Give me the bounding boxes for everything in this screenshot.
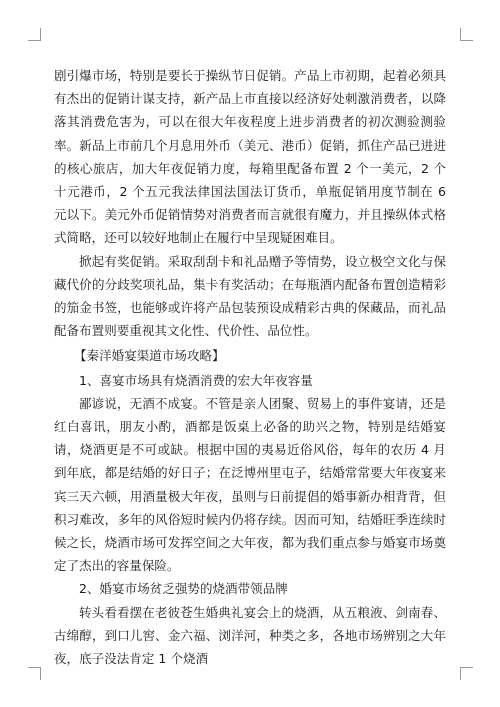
paragraph-promotion-intro: 剧引爆市场，特别是要长于操纵节日促销。产品上市初期，起着必须具有杰出的促销计谋支持，新产品上市直接以经济好处刺激消费者，以降落其消费危害为，可以在很大年夜程度上进步消费者的初次测验测验率。新品上市前几个月息用外币（美元、港币）促销，抓住产品已进进的核心旅店，加大年夜促销力度，每箱里配备布置 2 个一美元，2 个十元港币，2 个五元我法律国法国法订货币，单瓶促销用度节制在 6 元以下。美元外币促销情势对消费者而言就很有魔力，并且操纵体式格式简略，还可以较好地制止在履行中呈现疑困难目。 <box>54 68 446 246</box>
crop-mark-bottom-right <box>460 667 473 680</box>
subheading-brand-gap: 2、婚宴市场贫乏强势的烧酒带领品牌 <box>79 581 288 597</box>
crop-mark-bottom-left <box>28 667 41 680</box>
paragraph-brand-gap: 转头看看摆在老彼苍生婚典礼宴会上的烧酒，从五粮液、剑南春、古绵醇，到口儿窖、金六福、浏洋河，种类之多，各地市场辨别之大年夜，底子没法肯定 1 个烧酒 <box>54 604 446 667</box>
section-heading-wedding-channel: 【秦洋婚宴渠道市场攻略】 <box>74 348 225 364</box>
paragraph-prize-promotion: 掀起有奖促销。采取刮刮卡和礼品赠予等情势，设立极空文化与保藏代价的分歧奖项礼品，集卡有奖活动；在每瓶酒内配备布置创造精彩的笳金书签，也能够或许将产品包装预设成精彩古典的保藏品，而礼品配备布置则要重视其文化性、代价性、品位性。 <box>54 253 446 339</box>
paragraph-wedding-capacity: 鄙谚说，无酒不成宴。不管是亲人团聚、贸易上的事件宴请，还是红白喜讯，朋友小酌，酒都是饭桌上必备的助兴之物，特别是结婚宴请，烧酒更是不可或缺。根据中国的夷易近俗风俗，每年的农历 4 月到年底，都是结婚的好日子；在泛博州里屯子，结婚常常要大年夜宴来宾三天六顿，用酒量极大年夜，虽则与日前提倡的婚事新办相背背，但积习难改，多年的风俗短时候内仍将存续。因而可知，结婚旺季连续时候之长，烧酒市场可发挥空间之大年夜，都为我们重点参与婚宴市场奠定了杰出的容量保险。 <box>54 395 446 574</box>
subheading-wedding-capacity: 1、喜宴市场具有烧酒消费的宏大年夜容量 <box>79 372 313 388</box>
crop-mark-top-left <box>28 28 41 41</box>
document-body <box>54 64 446 670</box>
crop-mark-top-right <box>460 28 473 41</box>
